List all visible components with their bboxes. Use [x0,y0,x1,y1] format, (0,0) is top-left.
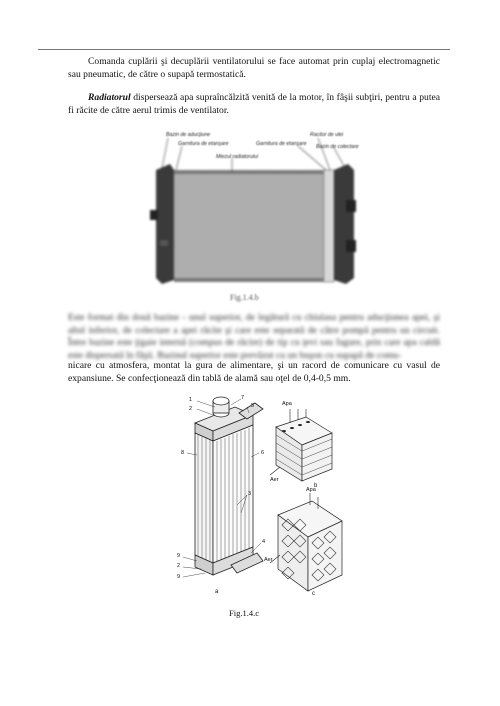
label-apa-b: Apa [282,401,292,407]
part-number-1: 1 [189,397,193,403]
label-bazin-colectare: Bazin de colectare [316,144,359,150]
paragraph-fan-control [68,56,440,81]
figure-radiator-photo [148,130,360,290]
label-aer-b: Aer [270,477,279,483]
sub-figure-letter-a: a [215,589,219,595]
figure-core-details [262,401,352,600]
paragraph-expansion: nicare cu atmosfera, montat la gura de alimentare, şi un racord de comunicare cu vasul de expansiune. Se confecţionează din tablă de alamă sau oţel de 0,4-0,5 mm. [68,360,440,384]
figure-b-caption: Fig.1.4.b [230,293,259,302]
detail-b-tube-core [270,409,332,481]
part-number-9-lower: 9 [177,574,181,580]
paragraph-radiator [68,92,440,117]
part-number-6: 6 [261,450,265,456]
part-number-9-upper: 9 [177,553,181,559]
part-number-7: 7 [241,395,245,401]
label-apa-c: Apa [306,487,316,493]
sub-figure-letter-c: c [312,591,315,597]
part-number-2-bottom: 2 [177,563,181,569]
core-details-drawing [262,405,352,600]
detail-c-honeycomb [270,493,342,591]
label-garnitura-stanga: Garnitura de etanşare [178,141,229,147]
label-bazin-aductiune: Bazin de aducţiune [166,132,211,138]
term-radiator: Radiatorul [88,92,131,103]
part-number-8: 8 [181,450,185,456]
label-garnitura-dreapta: Garnitura de etanşare [256,141,307,147]
label-racitor-ulei: Racitor de ulei [310,132,344,138]
paragraph-radiator-text: dispersează apa supraîncălzită venită de la motor, în fâşii subţiri, pentru a putea fi răcite de către aerul trimis de ventilator. [68,92,440,116]
paragraph-fan-control-text: Comanda cuplării şi decuplării ventilatorului se face automat prin cuplaj electromagnetic sau pneumatic, de către o supapă termostatică. [68,56,440,80]
sub-figure-letter-b: b [314,483,318,489]
header-rule [38,49,450,50]
figure-c-caption: Fig.1.4.c [229,608,259,618]
label-miez-radiator: Miezul radiatorului [216,154,259,160]
part-number-2-top: 2 [189,406,193,412]
label-aer-c: Aer [264,557,273,563]
part-number-4: 4 [262,539,266,545]
blurred-paragraph: Este format din două bazine - unul superior, de legătură cu chiulasa pentru aducţiunea apei, şi altul inferior, de colectare a apei răcite şi care este separată de către pompă pentru un circuit. Între bazine este ţigaie internă (compus de răcire) de tip cu ţevi sau fagure, prin care apa caldă este dispersată în fâşii. Bazinul superior este prevăzut cu un buşon cu supapă de comu- [68,312,440,361]
part-number-3: 3 [248,491,252,497]
part-number-5: 5 [251,403,255,409]
